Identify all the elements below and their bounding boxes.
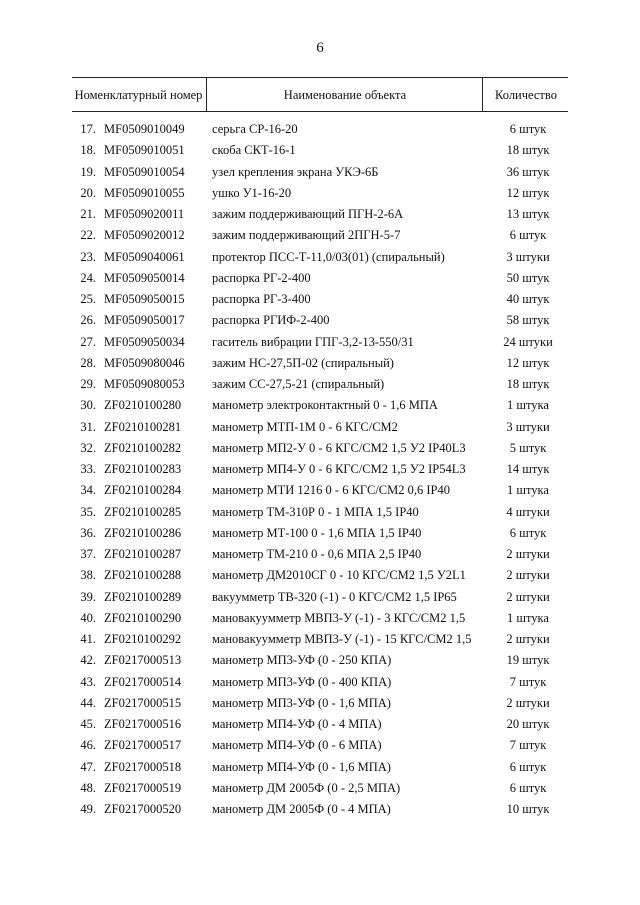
row-name: манометр МТ-100 0 - 1,6 МПА 1,5 IP40 (212, 525, 422, 540)
row-quantity: 2 штуки (506, 568, 550, 583)
row-name: протектор ПСС-Т-11,0/03(01) (спиральный) (212, 249, 445, 264)
row-quantity: 18 штук (506, 377, 550, 391)
table-row (0, 799, 640, 819)
table-row (0, 310, 640, 330)
row-number: 33. (80, 462, 96, 476)
row-code: MF0509080053 (104, 377, 185, 391)
row-quantity: 58 штук (506, 313, 550, 328)
row-code: MF0509010055 (104, 185, 185, 200)
row-quantity: 14 штук (506, 462, 550, 476)
row-quantity: 6 штук (509, 122, 547, 136)
row-number: 19. (80, 164, 96, 179)
row-name: манометр электроконтактный 0 - 1,6 МПА (212, 398, 438, 413)
row-quantity: 1 штука (507, 483, 549, 498)
row-name: манометр ДМ 2005Ф (0 - 2,5 МПА) (212, 780, 401, 795)
row-number: 18. (80, 143, 96, 158)
row-code: MF0509050017 (104, 313, 185, 328)
row-number: 17. (80, 122, 96, 136)
row-quantity: 7 штук (509, 738, 547, 753)
row-quantity: 12 штук (506, 185, 550, 200)
row-name: распорка РГ-3-400 (212, 292, 311, 306)
table-row (0, 544, 640, 564)
row-name: распорка РГ-2-400 (212, 270, 311, 285)
row-number: 44. (80, 695, 96, 710)
table-row (0, 438, 640, 458)
row-quantity: 6 штук (509, 228, 547, 243)
table-row (0, 162, 640, 182)
row-number: 49. (80, 802, 96, 816)
row-code: MF0509010051 (104, 143, 185, 158)
row-code: ZF0217000520 (104, 802, 182, 816)
row-number: 24. (80, 270, 96, 285)
row-name: зажим поддерживающий 2ПГН-5-7 (212, 228, 401, 243)
row-name: зажим поддерживающий ПГН-2-6А (212, 207, 404, 221)
row-quantity: 6 штук (509, 780, 547, 795)
table-row (0, 459, 640, 479)
row-name: манометр МТИ 1216 0 - 6 КГС/СМ2 0,6 IP40 (212, 483, 450, 498)
row-quantity: 12 штук (506, 355, 550, 370)
row-quantity: 4 штуки (506, 504, 550, 519)
row-name: ушко У1-16-20 (212, 185, 292, 200)
row-code: ZF0210100290 (104, 610, 182, 625)
row-quantity: 10 штук (506, 802, 550, 816)
row-code: ZF0210100281 (104, 419, 182, 434)
row-name: распорка РГИФ-2-400 (212, 313, 330, 328)
row-name: манометр МП4-УФ (0 - 1,6 МПА) (212, 759, 391, 774)
table-row (0, 289, 640, 309)
table-row (0, 714, 640, 734)
row-quantity: 6 штук (509, 525, 547, 540)
table-row (0, 395, 640, 415)
row-code: ZF0210100280 (104, 398, 182, 413)
row-quantity: 24 штуки (503, 334, 553, 349)
row-name: мановакуумметр МВП3-У (-1) - 15 КГС/СМ2 1,5 (212, 632, 472, 646)
row-code: ZF0210100283 (104, 462, 182, 476)
row-number: 38. (80, 568, 96, 583)
row-number: 42. (80, 653, 96, 668)
row-code: MF0509040061 (104, 249, 185, 264)
row-number: 43. (80, 674, 96, 689)
row-number: 25. (80, 292, 96, 306)
row-name: манометр МП3-УФ (0 - 1,6 МПА) (212, 695, 391, 710)
row-name: зажим НС-27,5П-02 (спиральный) (212, 355, 394, 370)
table-row (0, 268, 640, 288)
table-row (0, 502, 640, 522)
row-number: 40. (80, 610, 96, 625)
row-code: ZF0210100287 (104, 547, 182, 561)
row-code: ZF0210100289 (104, 589, 182, 604)
row-number: 21. (80, 207, 96, 221)
row-number: 46. (80, 738, 96, 753)
header-name: Наименование объекта (206, 78, 483, 111)
row-code: MF0509080046 (104, 355, 185, 370)
table-row (0, 374, 640, 394)
row-number: 22. (80, 228, 96, 243)
row-name: манометр ДМ2010СГ 0 - 10 КГС/СМ2 1,5 У2L1 (212, 568, 466, 583)
row-quantity: 1 штука (507, 610, 549, 625)
row-number: 35. (80, 504, 96, 519)
row-quantity: 2 штуки (506, 632, 550, 646)
header-code: Номенклатурный номер (74, 87, 203, 102)
row-quantity: 5 штук (509, 440, 547, 455)
row-quantity: 3 штуки (506, 419, 550, 434)
table-row (0, 587, 640, 607)
row-name: серьга СР-16-20 (212, 122, 298, 136)
row-name: вакуумметр ТВ-320 (-1) - 0 КГС/СМ2 1,5 IP65 (212, 589, 457, 604)
row-code: ZF0217000518 (104, 759, 182, 774)
row-number: 45. (80, 717, 96, 731)
row-name: узел крепления экрана УКЭ-6Б (212, 164, 379, 179)
table-header (72, 77, 568, 112)
row-quantity: 50 штук (506, 270, 550, 285)
table-row (0, 140, 640, 160)
row-code: ZF0210100285 (104, 504, 182, 519)
row-code: ZF0210100292 (104, 632, 182, 646)
row-number: 27. (80, 334, 96, 349)
row-code: MF0509010049 (104, 122, 185, 136)
row-code: MF0509050034 (104, 334, 185, 349)
row-number: 37. (80, 547, 96, 561)
row-code: ZF0217000513 (104, 653, 182, 668)
row-code: ZF0217000515 (104, 695, 182, 710)
row-name: манометр МП2-У 0 - 6 КГС/СМ2 1,5 У2 IP40L3 (212, 440, 466, 455)
row-quantity: 2 штуки (506, 589, 550, 604)
row-name: скоба СКТ-16-1 (212, 143, 296, 158)
table-row (0, 629, 640, 649)
table-row (0, 757, 640, 777)
row-number: 39. (80, 589, 96, 604)
table-row (0, 247, 640, 267)
page-number: 6 (316, 40, 324, 56)
header-quantity: Количество (482, 78, 569, 111)
row-name: манометр МТП-1М 0 - 6 КГС/СМ2 (212, 419, 398, 434)
table-row (0, 417, 640, 437)
row-quantity: 13 штук (506, 207, 550, 221)
row-quantity: 18 штук (506, 143, 550, 158)
row-name: манометр МП3-УФ (0 - 250 КПА) (212, 653, 392, 668)
row-name: мановакуумметр МВП3-У (-1) - 3 КГС/СМ2 1,5 (212, 610, 466, 625)
row-quantity: 2 штуки (506, 547, 550, 561)
row-code: MF0509020012 (104, 228, 185, 243)
table-row (0, 650, 640, 670)
row-quantity: 3 штуки (506, 249, 550, 264)
row-number: 47. (80, 759, 96, 774)
row-code: ZF0210100288 (104, 568, 182, 583)
table-row (0, 608, 640, 628)
row-number: 34. (80, 483, 96, 498)
row-number: 26. (80, 313, 96, 328)
row-number: 36. (80, 525, 96, 540)
row-quantity: 36 штук (506, 164, 550, 179)
table-row (0, 693, 640, 713)
row-code: ZF0217000517 (104, 738, 182, 753)
row-number: 30. (80, 398, 96, 413)
row-code: ZF0217000519 (104, 780, 182, 795)
row-number: 41. (80, 632, 96, 646)
row-code: MF0509020011 (104, 207, 185, 221)
row-quantity: 7 штук (509, 674, 547, 689)
row-code: MF0509050015 (104, 292, 185, 306)
row-name: манометр ДМ 2005Ф (0 - 4 МПА) (212, 802, 391, 816)
table-row (0, 119, 640, 139)
row-code: MF0509050014 (104, 270, 185, 285)
row-quantity: 6 штук (509, 759, 547, 774)
row-name: зажим СС-27,5-21 (спиральный) (212, 377, 385, 391)
row-number: 48. (80, 780, 96, 795)
table-row (0, 204, 640, 224)
row-number: 28. (80, 355, 96, 370)
row-number: 31. (80, 419, 96, 434)
table-row (0, 672, 640, 692)
row-quantity: 1 штука (507, 398, 549, 413)
row-name: манометр МП4-УФ (0 - 4 МПА) (212, 717, 382, 731)
row-name: манометр МП4-У 0 - 6 КГС/СМ2 1,5 У2 IP54L3 (212, 462, 466, 476)
row-quantity: 2 штуки (506, 695, 550, 710)
row-code: ZF0210100282 (104, 440, 182, 455)
row-name: манометр МП4-УФ (0 - 6 МПА) (212, 738, 382, 753)
table-row (0, 480, 640, 500)
table-row (0, 353, 640, 373)
table-row (0, 735, 640, 755)
row-number: 29. (80, 377, 96, 391)
table-row (0, 332, 640, 352)
row-quantity: 40 штук (506, 292, 550, 306)
row-number: 23. (80, 249, 96, 264)
row-name: манометр МП3-УФ (0 - 400 КПА) (212, 674, 392, 689)
row-code: ZF0217000516 (104, 717, 182, 731)
row-quantity: 20 штук (506, 717, 550, 731)
table-row (0, 225, 640, 245)
row-number: 20. (80, 185, 96, 200)
table-row (0, 565, 640, 585)
row-code: ZF0210100286 (104, 525, 182, 540)
table-row (0, 778, 640, 798)
row-code: ZF0217000514 (104, 674, 182, 689)
row-name: манометр ТМ-310Р 0 - 1 МПА 1,5 IP40 (212, 504, 419, 519)
row-quantity: 19 штук (506, 653, 550, 668)
table-row (0, 183, 640, 203)
row-name: манометр ТМ-210 0 - 0,6 МПА 2,5 IP40 (212, 547, 422, 561)
row-code: ZF0210100284 (104, 483, 182, 498)
row-number: 32. (80, 440, 96, 455)
row-code: MF0509010054 (104, 164, 185, 179)
table-row (0, 523, 640, 543)
row-name: гаситель вибрации ГПГ-3,2-13-550/31 (212, 334, 414, 349)
